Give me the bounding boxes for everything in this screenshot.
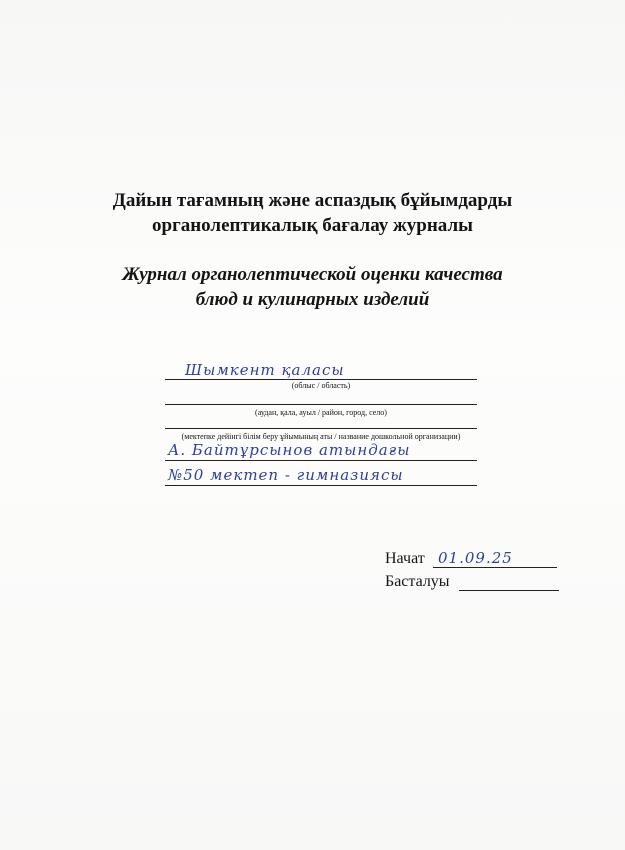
district-line [165,404,477,405]
org-caption: (мектепке дейінгі білім беру ұйымының аты / название дошкольной организации) [181,432,461,441]
title-ru-line-2: блюд и кулинарных изделий [195,289,430,310]
title-ru-line-1: Журнал органолептической оценки качества [122,264,503,285]
region-caption: (облыс / область) [291,381,351,390]
district-caption: (аудан, қала, ауыл / район, город, село) [255,408,387,417]
title-russian [0,262,625,312]
start-kz-label: Басталуы [385,573,450,590]
org-line-2 [165,485,477,486]
region-line [165,379,477,380]
org-handwritten-1: А. Байтұрсынов атындағы [168,441,411,459]
region-handwritten: Шымкент қаласы [185,361,345,379]
start-label: Начат [385,550,425,567]
title-kz-line-1: Дайын тағамның және аспаздық бұйымдарды [112,190,513,211]
title-kazakh [0,188,625,238]
start-date-handwritten: 01.09.25 [438,549,513,567]
org-line-top [165,428,477,429]
start-kz-line [459,590,559,591]
org-line-1 [165,460,477,461]
title-kz-line-2: органолептикалық бағалау журналы [152,215,473,236]
org-handwritten-2: №50 мектеп - гимназиясы [168,466,404,484]
start-line [433,567,557,568]
